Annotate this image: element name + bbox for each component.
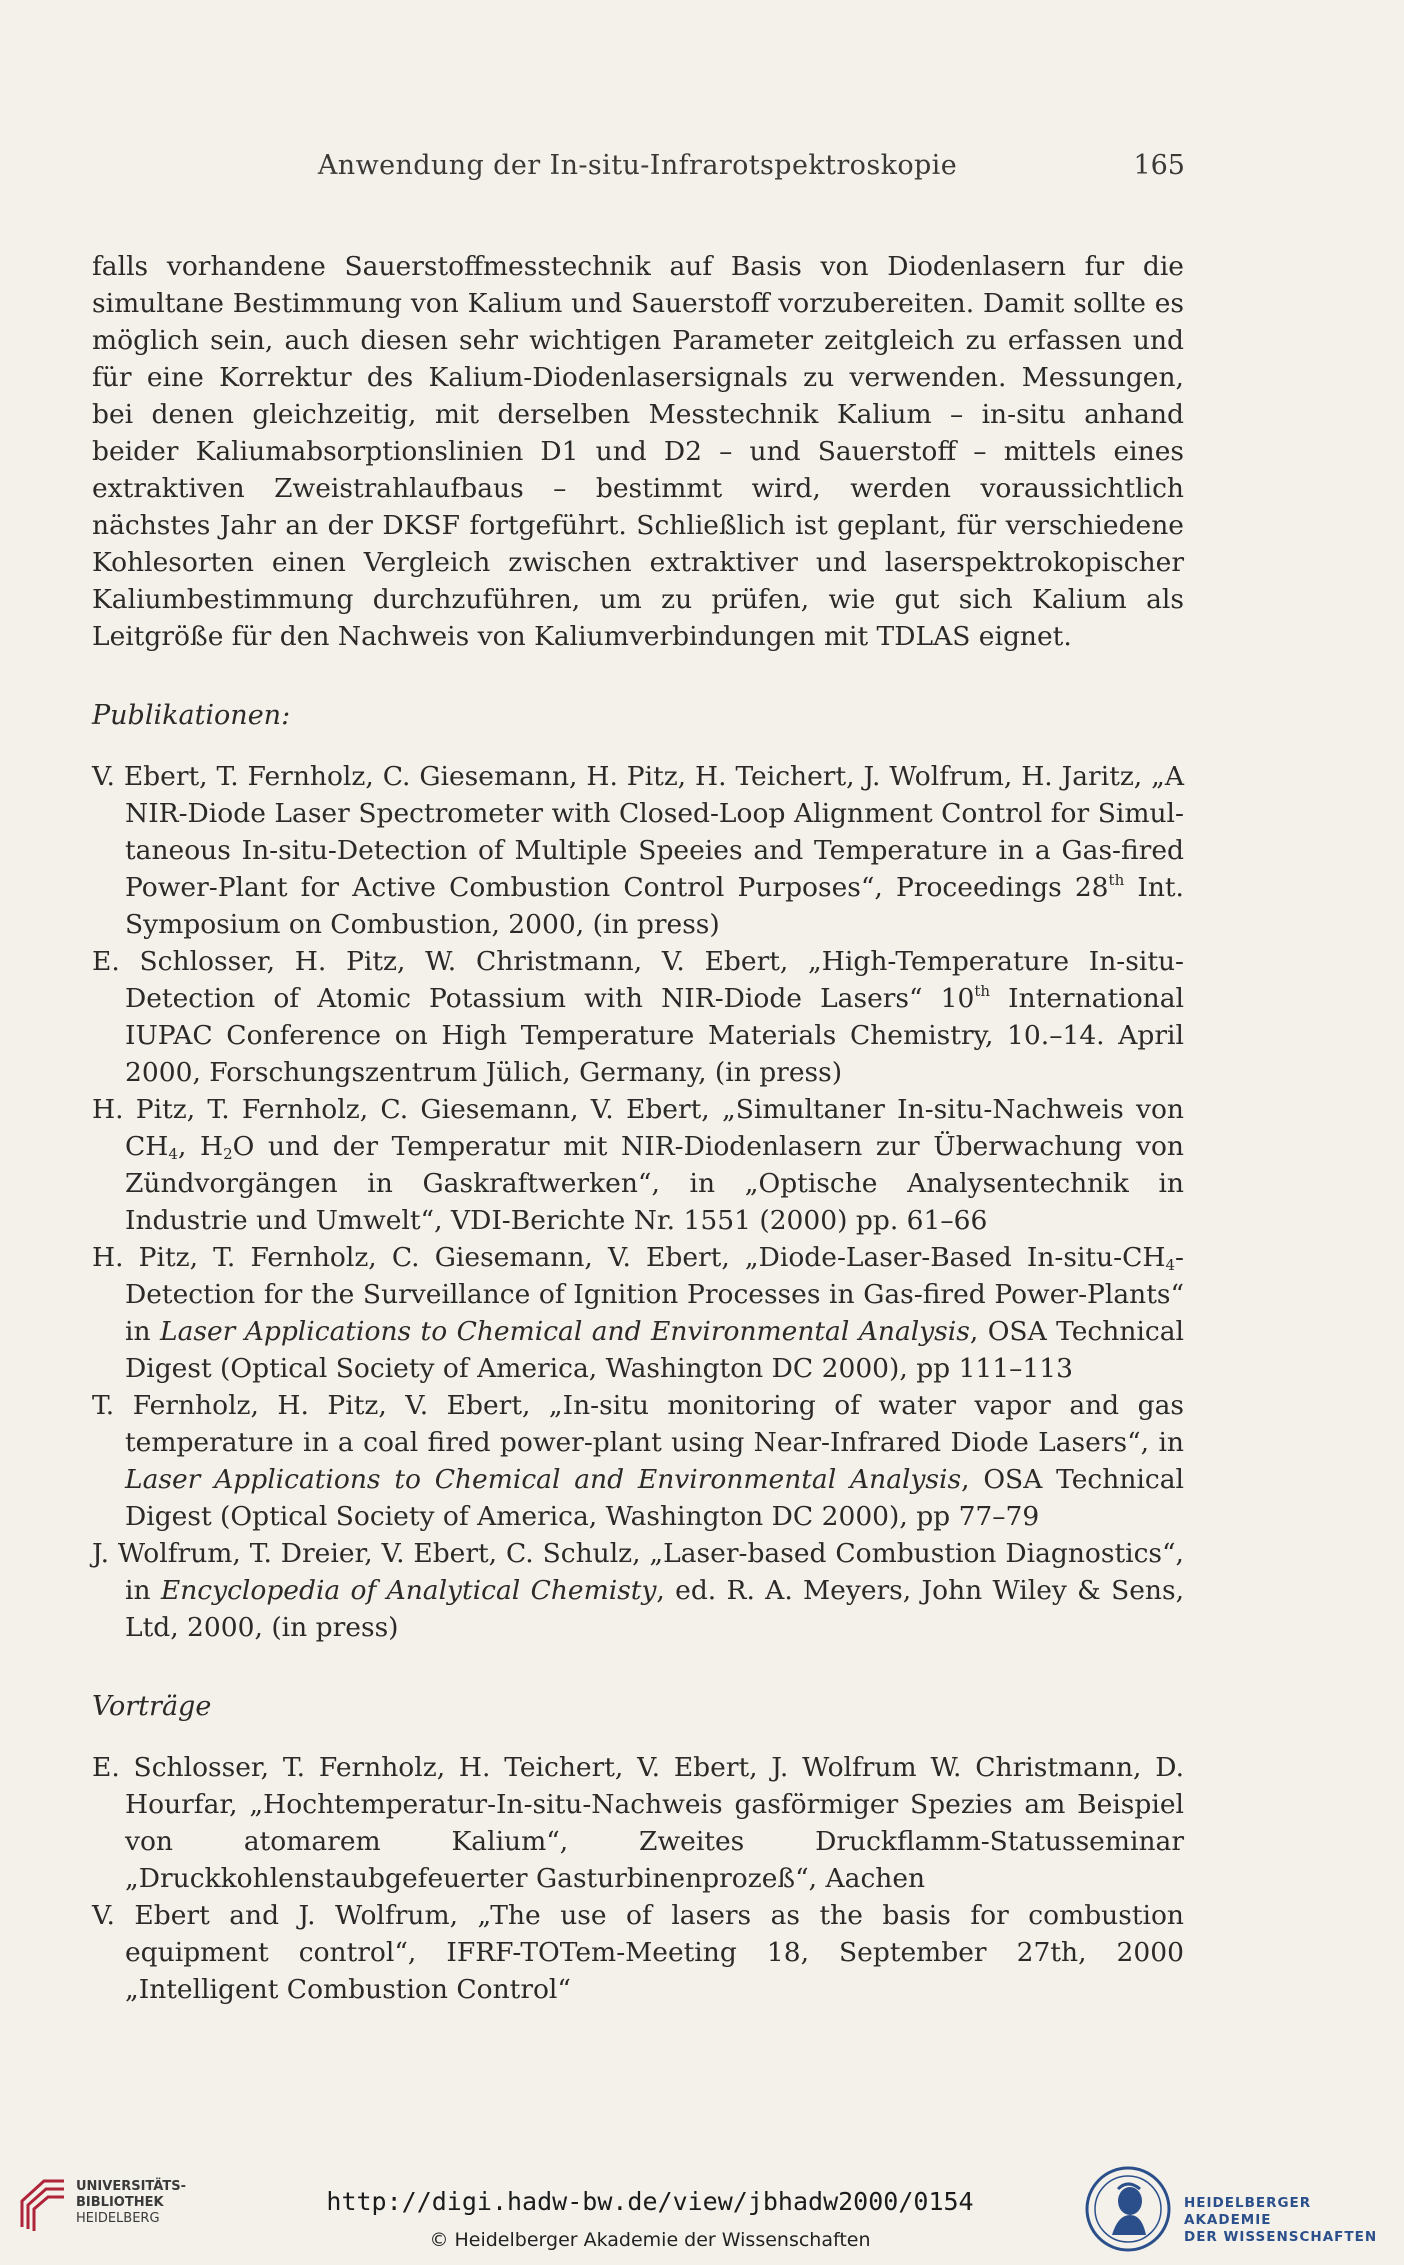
academy-logo (1084, 2165, 1394, 2255)
academy-seal-icon (1084, 2165, 1172, 2253)
list-item: T. Fernholz, H. Pitz, V. Ebert, „In-situ monitoring of water vapor and gas temperature in a coal fired power-plant using Near-Infrared Diode Lasers“, in Laser Applications to Chemical and Environmental Analysis, OSA Technical Digest (Optical Society of America, Washington DC 2000), pp 77–79 (92, 1390, 1184, 1532)
list-item: E. Schlosser, T. Fernholz, H. Teichert, V. Ebert, J. Wolfrum W. Christmann, D. Hourfar, „Hochtemperatur-In-situ-Nachweis gasförmiger Spezies am Beispiel von atomarem Kalium“, Zweites Druckflamm-Statusseminar „Druckkohlenstaubgefeuerter Gasturbinenprozeß“, Aachen (92, 1752, 1184, 1894)
list-item: H. Pitz, T. Fernholz, C. Giesemann, V. Ebert, „Simultaner In-situ-Nachweis von $CH_4$, $H_2O$ und der Temperatur mit NIR-Diodenlasern zur Überwachung von Zündvorgängen in Gaskraftwerken“, in „Optische Analysentechnik in Industrie und Umwelt“, VDI-Berichte Nr. 1551 (2000) pp. 61–66 (92, 1094, 1184, 1236)
body-text (92, 248, 1184, 2008)
list-item: H. Pitz, T. Fernholz, C. Giesemann, V. Ebert, „Diode-Laser-Based $In-situ-CH_4$-Detection for the Surveillance of Ignition Processes in Gas-fired Power-Plants“ in Laser Applications to Chemical and Environmental Analysis, OSA Technical Digest (Optical Society of America, Washington DC 2000), pp 111–113 (92, 1242, 1184, 1384)
ub-logo-icon (18, 2175, 68, 2233)
publications-heading: Publikationen: (92, 700, 291, 731)
talks-heading: Vorträge (92, 1691, 212, 1722)
intro-paragraph: falls vorhandene Sauerstoffmesstechnik auf Basis von Diodenlasern fur die simultane Bestimmung von Kalium und Sauerstoff vorzubereiten. Damit sollte es möglich sein, auch diesen sehr wichtigen Parameter zeitgleich zu erfassen und für eine Korrektur des Kalium-Diodenlasersignals zu verwenden. Messungen, bei denen gleichzeitig, mit derselben Messtechnik Kalium – in-situ anhand beider Kaliumabsorptionslinien D1 und D2 – und Sauerstoff – mittels eines extraktiven Zweistrahlaufbaus – bestimmt wird, werden voraussichtlich nächstes Jahr an der DKSF fortgeführt. Schließlich ist geplant, für verschiedene Kohlesorten einen Vergleich zwischen extraktiver und laserspektrokopischer Kaliumbestimmung durchzuführen, um zu prüfen, wie gut sich Kalium als Leitgröße für den Nachweis von Kaliumverbindungen mit TDLAS eignet. (92, 251, 1184, 652)
talks-list (92, 1749, 1184, 2008)
footer-url-link[interactable]: http://digi.hadw-bw.de/view/jbhadw2000/0154 (326, 2187, 974, 2216)
running-header (90, 150, 1185, 190)
list-item: J. Wolfrum, T. Dreier, V. Ebert, C. Schulz, „Laser-based Combustion Diagnostics“, in Encyclopedia of Analytical Chemisty, ed. R. A. Meyers, John Wiley & Sens, Ltd, 2000, (in press) (92, 1538, 1184, 1643)
page-number: 165 (1133, 150, 1185, 181)
list-item: V. Ebert, T. Fernholz, C. Giesemann, H. Pitz, H. Teichert, J. Wolfrum, H. Jaritz, „A NIR-Diode Laser Spectrometer with Closed-Loop Alignment Control for Simultaneous In-situ-Detection of Multiple Speeies and Temperature in a Gas-fired Power-Plant for Active Combustion Control Purposes“, Proceedings 28th Int. Symposium on Combustion, 2000, (in press) (92, 761, 1184, 940)
footer (0, 2155, 1404, 2265)
academy-logo-text: HEIDELBERGER AKADEMIE DER WISSENSCHAFTEN (1184, 2195, 1378, 2245)
publications-list (92, 758, 1184, 1646)
running-title: Anwendung der In-situ-Infrarotspektroskopie (317, 150, 958, 181)
ub-logo-text: UNIVERSITÄTS- BIBLIOTHEK HEIDELBERG (76, 2179, 186, 2226)
list-item: E. Schlosser, H. Pitz, W. Christmann, V. Ebert, „High-Temperature In-situ-Detection of Atomic Potassium with NIR-Diode Lasers“ 10th International IUPAC Conference on High Temperature Materials Chemistry, 10.–14. April 2000, Forschungszentrum Jülich, Germany, (in press) (92, 946, 1184, 1088)
footer-copyright: © Heidelberger Akademie der Wissenschaften (429, 2229, 871, 2251)
university-library-logo (18, 2175, 186, 2235)
list-item: V. Ebert and J. Wolfrum, „The use of lasers as the basis for combustion equipment control“, IFRF-TOTem-Meeting 18, September 27th, 2000 „Intelligent Combustion Control“ (92, 1900, 1184, 2005)
